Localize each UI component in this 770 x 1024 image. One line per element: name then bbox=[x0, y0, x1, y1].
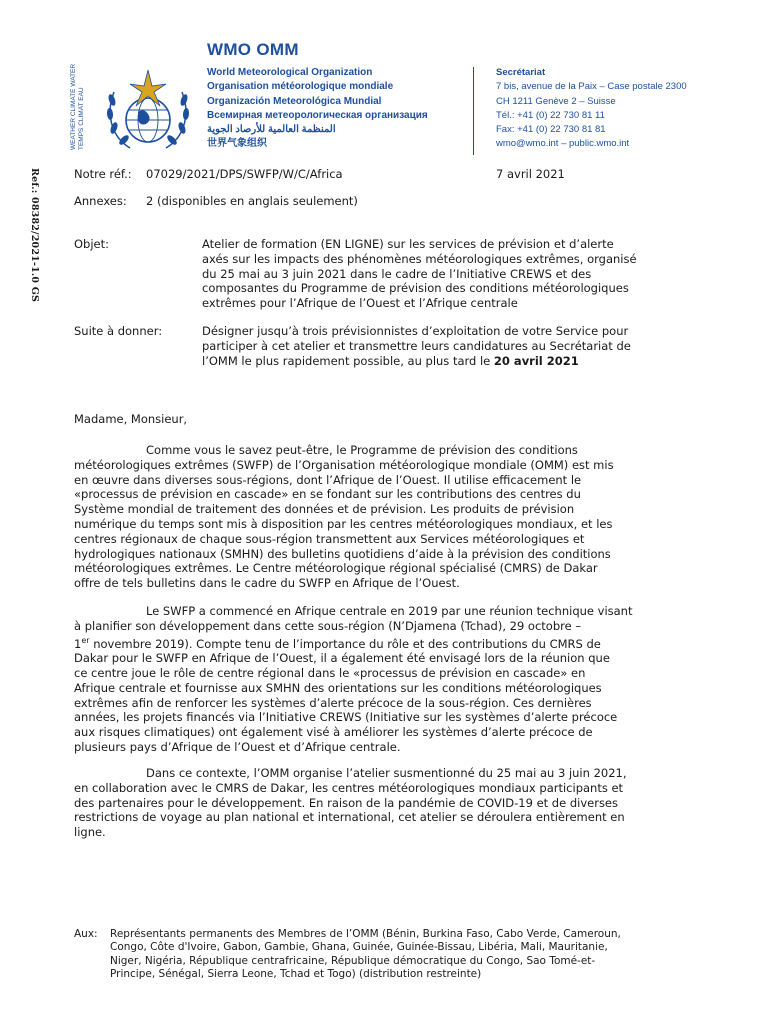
subject-line: extrêmes pour l’Afrique de l’Ouest et l’Afrique centrale bbox=[202, 296, 518, 311]
org-acronym: WMO OMM bbox=[207, 40, 299, 59]
paragraph-line: aux risques climatiques) ont également visé à améliorer les systèmes d’alerte précoce de bbox=[74, 725, 593, 740]
action-line-text: l’OMM le plus rapidement possible, au plus tard le bbox=[202, 353, 494, 368]
paragraph-line-text: novembre 2019). Compte tenu de l’importance du rôle et des contributions du CMRS de bbox=[89, 636, 601, 651]
paragraph-line: en collaboration avec le CMRS de Dakar, les centres météorologiques mondiaux participants et bbox=[74, 780, 624, 795]
paragraph-1 bbox=[74, 443, 696, 591]
contact-line: wmo@wmo.int – public.wmo.int bbox=[496, 138, 630, 150]
action-line: participer à cet atelier et transmettre leurs candidatures au Secrétariat de bbox=[202, 338, 631, 353]
subject-line: Atelier de formation (EN LIGNE) sur les services de prévision et d’alerte bbox=[202, 237, 614, 251]
address-line: CH 1211 Genève 2 – Suisse bbox=[496, 95, 616, 107]
action-label: Suite à donner: bbox=[74, 324, 163, 338]
to-label: Aux: bbox=[74, 928, 98, 940]
subject-line: axés sur les impacts des phénomènes météorologiques extrêmes, organisé bbox=[202, 251, 637, 266]
org-name-en: World Meteorological Organization bbox=[207, 67, 373, 78]
paragraph-line: numérique du temps sont mis à disposition par les centres météorologiques mondiaux, et les bbox=[74, 516, 613, 531]
subject-label: Objet: bbox=[74, 237, 110, 251]
paragraph-line: météorologiques extrêmes. Le Centre météorologique régional spécialisé (CMRS) de Dakar bbox=[74, 561, 598, 576]
action-text bbox=[202, 324, 702, 368]
distribution-line: Congo, Côte d'Ivoire, Gabon, Gambie, Ghana, Guinée, Guinée-Bissau, Libéria, Mali, Mauritanie, bbox=[110, 941, 608, 954]
org-name-fr: Organisation météorologique mondiale bbox=[207, 81, 394, 93]
subject-line: composantes du Programme de prévision des conditions météorologiques bbox=[202, 281, 629, 296]
paragraph-2 bbox=[74, 604, 696, 755]
ordinal-suffix: er bbox=[81, 635, 90, 645]
paragraph-line: à planifier son développement dans cette sous-région (N’Djamena (Tchad), 29 octobre – bbox=[74, 618, 582, 633]
paragraph-line: ligne. bbox=[74, 825, 106, 840]
paragraph-line: Système mondial de traitement des données et de prévision. Les produits de prévision bbox=[74, 502, 575, 517]
deadline-date: 20 avril 2021 bbox=[493, 353, 579, 368]
org-name-ru: Всемирная метеорологическая организация bbox=[207, 109, 428, 121]
paragraph-line: des partenaires pour le développement. En raison de la pandémie de COVID-19 et de diverses bbox=[74, 795, 619, 810]
paragraph-line-text: Dans ce contexte, l’OMM organise l’atelier susmentionné du 25 mai au 3 juin 2021, bbox=[146, 766, 627, 780]
address-line: 7 bis, avenue de la Paix – Case postale 2300 bbox=[496, 81, 687, 93]
org-name-es: Organización Meteorológica Mundial bbox=[207, 95, 382, 107]
secretariat-title: Secrétariat bbox=[496, 67, 546, 78]
tagline-line: TEMPS CLIMAT EAU bbox=[78, 87, 85, 150]
tagline-line: WEATHER CLIMATE WATER bbox=[70, 63, 77, 150]
org-name-zh: 世界气象组织 bbox=[207, 138, 267, 150]
paragraph-line: extrêmes afin de renforcer les systèmes d’alerte précoce de la sous-région. Ces dernières bbox=[74, 695, 592, 710]
fax-line: Fax: +41 (0) 22 730 81 81 bbox=[496, 124, 606, 136]
paragraph-line: plusieurs pays d’Afrique de l’Ouest et d’Afrique centrale. bbox=[74, 740, 401, 754]
paragraph-line: «processus de prévision en cascade» en se fondant sur les contributions des centres du bbox=[74, 487, 581, 502]
paragraph-line-text: Le SWFP a commencé en Afrique centrale en 2019 par une réunion technique visant bbox=[146, 604, 633, 618]
org-name-ar: المنظمة العالمية للأرصاد الجوية bbox=[207, 124, 336, 136]
header-divider bbox=[473, 67, 474, 155]
paragraph-line bbox=[74, 443, 696, 458]
paragraph-line: en œuvre dans diverses sous-régions, dont l’Afrique de l’Ouest. Il utilise efficacement le bbox=[74, 472, 582, 487]
paragraph-line: ce centre joue le rôle de centre régional dans le «processus de prévision en cascade» en bbox=[74, 666, 586, 681]
action-line bbox=[202, 354, 702, 369]
ref-label: Notre réf.: bbox=[74, 167, 132, 181]
letter-date: 7 avril 2021 bbox=[496, 167, 565, 181]
paragraph-line: Afrique centrale et fournisse aux SMHN des orientations sur les conditions météorologiques bbox=[74, 680, 602, 695]
ordinal-number: 1 bbox=[74, 636, 82, 651]
paragraph-line: météorologiques extrêmes (SWFP) de l’Organisation météorologique mondiale (OMM) est mis bbox=[74, 457, 614, 472]
paragraph-line bbox=[74, 634, 696, 652]
paragraph-line: années, les projets financés via l’Initiative CREWS (Initiative sur les systèmes d’alerte précoce bbox=[74, 710, 618, 725]
wmo-emblem-logo bbox=[100, 62, 196, 158]
distribution-list bbox=[110, 928, 710, 981]
secretariat-address bbox=[496, 66, 687, 152]
paragraph-line: offre de tels bulletins dans le cadre du SWFP en Afrique de l’Ouest. bbox=[74, 576, 460, 591]
paragraph-line bbox=[74, 604, 696, 619]
paragraph-line-text: Comme vous le savez peut-être, le Programme de prévision des conditions bbox=[146, 443, 578, 457]
annex-value: 2 (disponibles en anglais seulement) bbox=[146, 194, 358, 208]
distribution-line: Niger, Nigéria, République centrafricaine, République démocratique du Congo, Sao Tomé-et- bbox=[110, 954, 596, 967]
paragraph-line bbox=[74, 766, 696, 781]
distribution-line: Principe, Sénégal, Sierra Leone, Tchad et Togo) (distribution restreinte) bbox=[110, 967, 482, 980]
subject-line: du 25 mai au 3 juin 2021 dans le cadre de l’Initiative CREWS et des bbox=[202, 266, 592, 281]
paragraph-line: Dakar pour le SWFP en Afrique de l’Ouest, il a également été envisagé lors de la réunion que bbox=[74, 651, 610, 666]
distribution-line: Représentants permanents des Membres de l’OMM (Bénin, Burkina Faso, Cabo Verde, Cameroun, bbox=[110, 928, 621, 940]
phone-line: Tél.: +41 (0) 22 730 81 11 bbox=[496, 109, 605, 121]
paragraph-line: restrictions de voyage au plan national et international, cet atelier se déroulera entièrement en bbox=[74, 810, 625, 825]
annex-label: Annexes: bbox=[74, 194, 127, 208]
action-line: Désigner jusqu’à trois prévisionnistes d’exploitation de votre Service pour bbox=[202, 324, 629, 338]
paragraph-3 bbox=[74, 766, 696, 840]
subject-text bbox=[202, 237, 702, 311]
org-names bbox=[207, 66, 428, 152]
salutation: Madame, Monsieur, bbox=[74, 412, 188, 426]
paragraph-line: centres régionaux de chaque sous-région transmettent aux Services météorologiques et bbox=[74, 531, 585, 546]
side-reference: Ref.: 08382/2021-1.0 GS bbox=[29, 168, 40, 303]
paragraph-line: hydrologiques nationaux (SMHN) des bulletins quotidiens d’aide à la prévision des conditions bbox=[74, 546, 611, 561]
ref-value: 07029/2021/DPS/SWFP/W/C/Africa bbox=[146, 167, 343, 181]
